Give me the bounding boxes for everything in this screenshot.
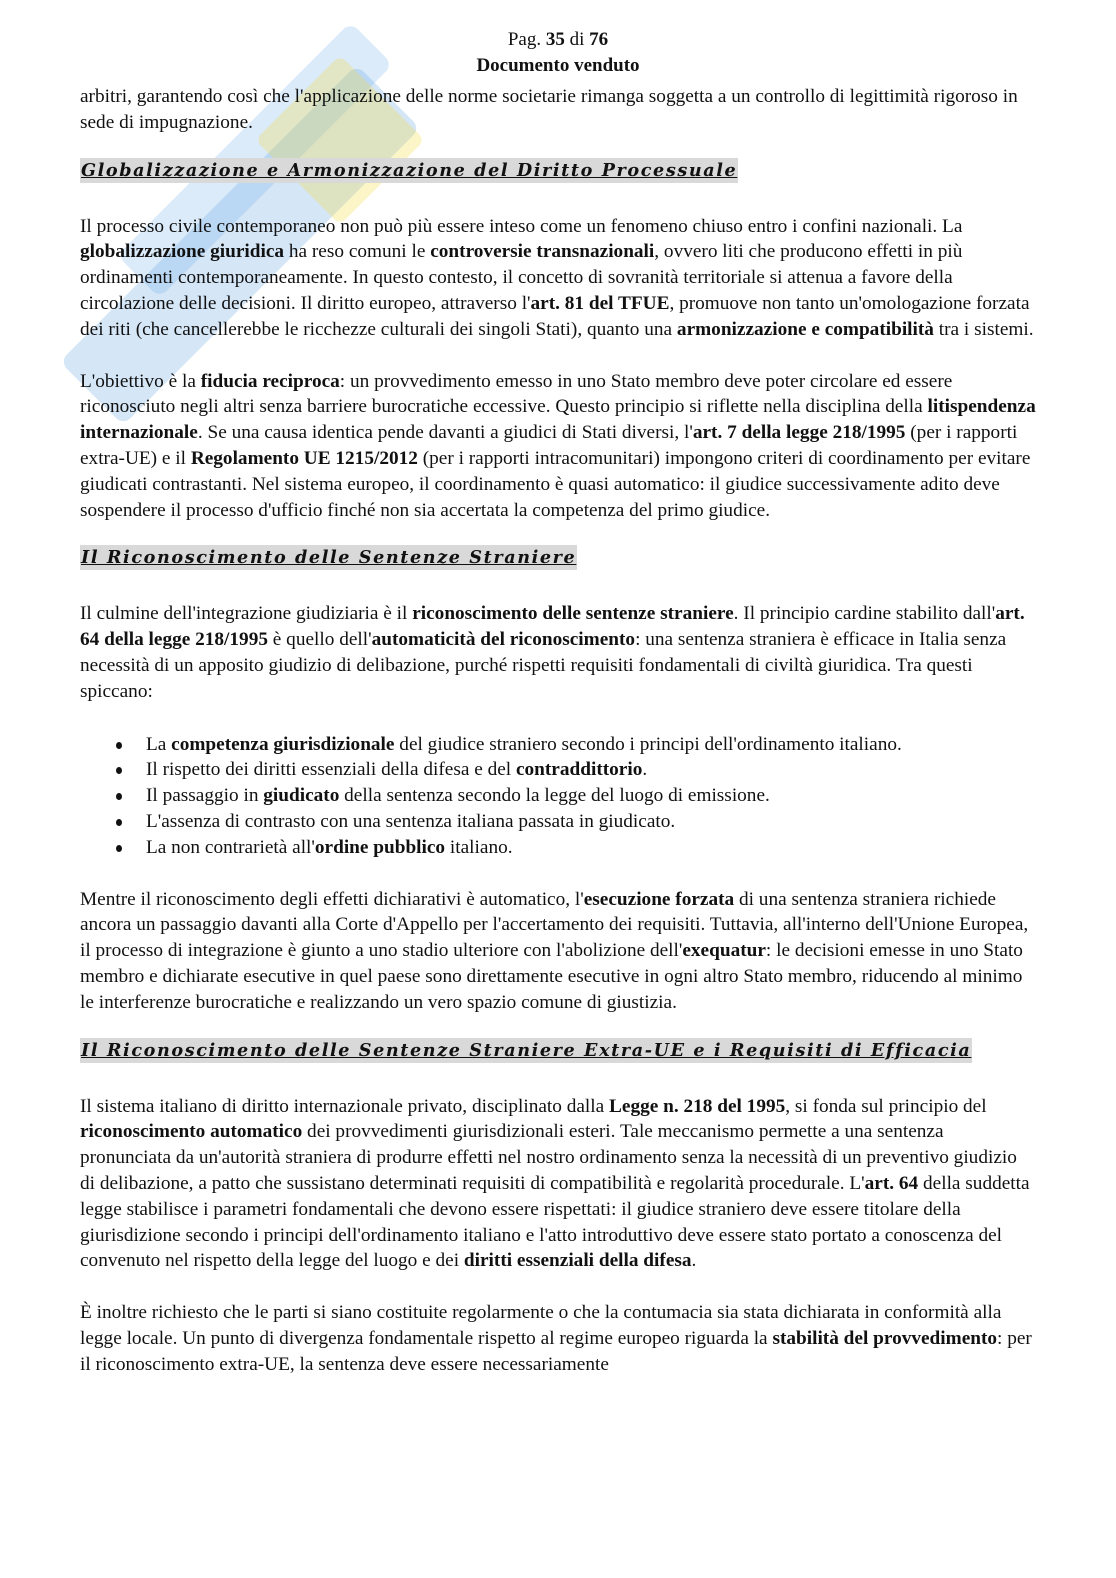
page-current: 35 <box>545 29 565 50</box>
bold-term: esecuzione forzata <box>583 888 735 910</box>
bold-term: riconoscimento delle sentenze straniere <box>412 603 734 625</box>
list-item: Il rispetto dei diritti essenziali della difesa e del contraddittorio. <box>146 757 1036 783</box>
bold-term: exequatur <box>682 940 766 962</box>
paragraph: Il processo civile contemporaneo non può più essere inteso come un fenomeno chiuso entro i confini nazionali. La globalizzazione giuridica ha reso comuni le controversie transnazionali, ovvero liti che producono effetti in più ordinamenti contemporaneamente. In questo contesto, il concetto di sovranità territoriale si attenua a favore della circolazione delle decisioni. Il diritto europeo, attraverso l'art. 81 del TFUE, promuove non tanto un'omologazione forzata dei riti (che cancellerebbe le ricchezze culturali dei singoli Stati), quanto una armonizzazione e compatibilità tra i sistemi. <box>80 215 1034 340</box>
page-of: di <box>569 29 585 50</box>
bold-term: automaticità del riconoscimento <box>371 629 636 651</box>
bold-term: stabilità del provvedimento <box>772 1327 998 1349</box>
bold-term: diritti essenziali della difesa <box>463 1250 692 1272</box>
bold-term: art. 7 della legge 218/1995 <box>692 422 906 444</box>
bold-term: giudicato <box>263 785 340 807</box>
bold-term: Legge n. 218 del 1995 <box>609 1095 786 1117</box>
page-number <box>80 27 1036 53</box>
section-heading: Il Riconoscimento delle Sentenze Straniere <box>81 547 577 569</box>
requirements-list <box>80 732 1036 861</box>
section-riconoscimento-extra-ue <box>80 1016 1036 1378</box>
bold-term: ordine pubblico <box>314 836 446 858</box>
bold-term: art. 64 <box>864 1172 919 1194</box>
bold-term: riconoscimento automatico <box>80 1121 303 1143</box>
paragraph: È inoltre richiesto che le parti si siano costituite regolarmente o che la contumacia sia stata dichiarata in conformità alla legge locale. Un punto di divergenza fondamentale rispetto al regime europeo riguarda la stabilità del provvedimento: per il riconoscimento extra-UE, la sentenza deve essere necessariamente <box>80 1302 1032 1375</box>
list-item: La competenza giurisdizionale del giudice straniero secondo i principi dell'ordinamento italiano. <box>146 732 1036 758</box>
document-status: Documento venduto <box>476 55 640 76</box>
bold-term: art. 64 della legge 218/1995 <box>80 603 1025 651</box>
intro-paragraph: arbitri, garantendo così che l'applicazione delle norme societarie rimanga soggetta a un controllo di legittimità rigoroso in sede di impugnazione. <box>80 86 1018 133</box>
bold-term: Regolamento UE 1215/2012 <box>190 447 418 469</box>
section-heading: Globalizzazione e Armonizzazione del Diritto Processuale <box>81 159 738 181</box>
paragraph: Il sistema italiano di diritto internazionale privato, disciplinato dalla Legge n. 218 del 1995, si fonda sul principio del riconoscimento automatico dei provvedimenti giurisdizionali esteri. Tale meccanismo permette a una sentenza pronunciata da un'autorità straniera di produrre effetti nel nostro ordinamento senza la necessità di un preventivo giudizio di delibazione, a patto che sussistano determinati requisiti di compatibilità e regolarità procedurale. L'art. 64 della suddetta legge stabilisce i parametri fondamentali che devono essere rispettati: il giudice straniero deve essere titolare della giurisdizione secondo i principi dell'ordinamento italiano e l'atto introduttivo deve essere stato portato a conoscenza del convenuto nel rispetto della legge del luogo e dei diritti essenziali della difesa. <box>80 1095 1030 1272</box>
bold-term: fiducia reciproca <box>200 370 340 392</box>
bold-term: art. 81 del TFUE <box>530 292 670 314</box>
section-globalizzazione <box>80 136 1036 524</box>
paragraph: Il culmine dell'integrazione giudiziaria è il riconoscimento delle sentenze straniere. Il principio cardine stabilito dall'art. 64 della legge 218/1995 è quello dell'automaticità del riconoscimento: una sentenza straniera è efficace in Italia senza necessità di un apposito giudizio di delibazione, purché rispetti requisiti fondamentali di civiltà giuridica. Tra questi spiccano: <box>80 603 1025 702</box>
list-item: Il passaggio in giudicato della sentenza secondo la legge del luogo di emissione. <box>146 783 1036 809</box>
page-header <box>80 0 1036 79</box>
section-heading: Il Riconoscimento delle Sentenze Straniere Extra-UE e i Requisiti di Efficacia <box>81 1039 972 1061</box>
page-label: Pag. <box>507 29 542 50</box>
paragraph: Mentre il riconoscimento degli effetti dichiarativi è automatico, l'esecuzione forzata di una sentenza straniera richiede ancora un passaggio davanti alla Corte d'Appello per l'accertamento dei requisiti. Tuttavia, all'interno dell'Unione Europea, il processo di integrazione è giunto a uno stadio ulteriore con l'abolizione dell'exequatur: le decisioni emesse in uno Stato membro e dichiarate esecutive in quel paese sono direttamente esecutive in ogni altro Stato membro, riducendo al minimo le interferenze burocratiche e realizzando un vero spazio comune di giustizia. <box>80 888 1029 1013</box>
page-total: 76 <box>589 29 609 50</box>
bold-term: litispendenza internazionale <box>80 396 1036 444</box>
bold-term: armonizzazione e compatibilità <box>676 318 934 340</box>
bold-term: controversie transnazionali <box>430 241 655 263</box>
paragraph: L'obiettivo è la fiducia reciproca: un provvedimento emesso in uno Stato membro deve poter circolare ed essere riconosciuto negli altri senza barriere burocratiche eccessive. Questo principio si riflette nella disciplina della litispendenza internazionale. Se una causa identica pende davanti a giudici di Stati diversi, l'art. 7 della legge 218/1995 (per i rapporti extra-UE) e il Regolamento UE 1215/2012 (per i rapporti intracomunitari) impongono criteri di coordinamento per evitare giudicati contrastanti. Nel sistema europeo, il coordinamento è quasi automatico: il giudice successivamente adito deve sospendere il processo d'ufficio finché non sia accertata la competenza del primo giudice. <box>80 370 1036 521</box>
bold-term: competenza giurisdizionale <box>171 733 395 755</box>
bold-term: globalizzazione giuridica <box>80 241 285 263</box>
section-riconoscimento <box>80 523 1036 1015</box>
list-item: L'assenza di contrasto con una sentenza italiana passata in giudicato. <box>146 809 1036 835</box>
bold-term: contraddittorio <box>515 759 643 781</box>
list-item: La non contrarietà all'ordine pubblico italiano. <box>146 835 1036 861</box>
